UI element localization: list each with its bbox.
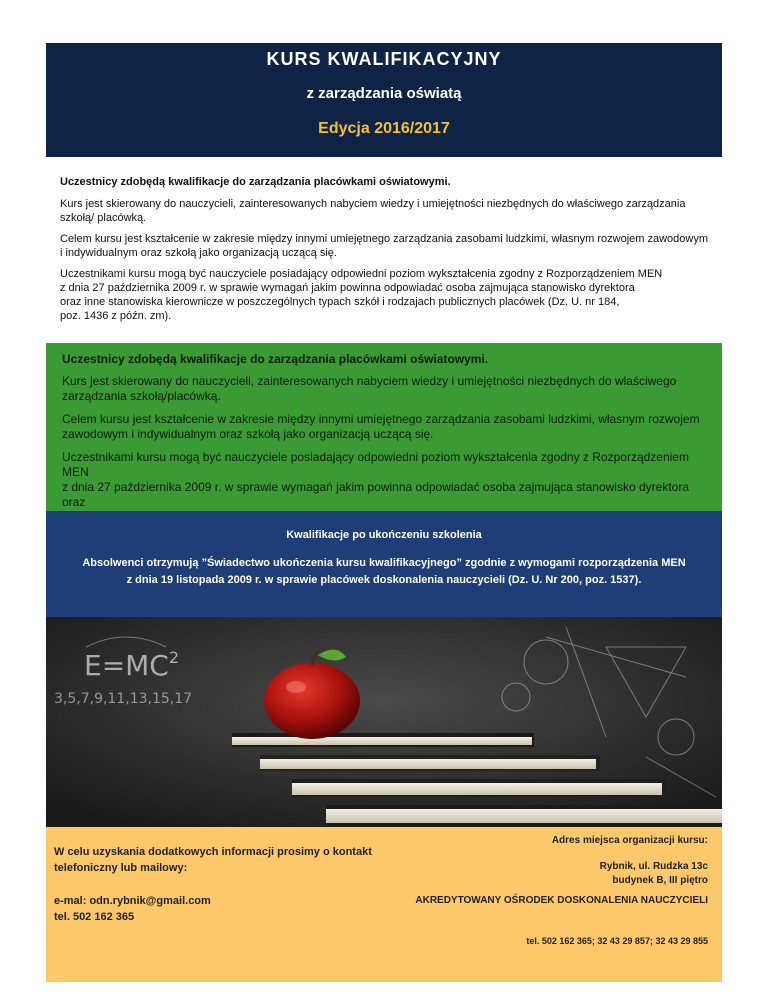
green-paragraph-1: Kurs jest skierowany do nauczycieli, zainteresowanych nabyciem wiedzy i umiejętności niezbędnych do właściwego zarządzania szkołą/placówką. [62,374,677,403]
qualifications-line-1: Absolwenci otrzymują ”Świadectwo ukończenia kursu kwalifikacyjnego” zgodnie z wymogami rozporządzenia MEN [82,557,686,569]
qualifications-section [46,511,722,617]
contact-footer [46,827,722,982]
course-subtitle: z zarządzania oświatą [306,85,462,102]
green-paragraph-3: Uczestnikami kursu mogą być nauczyciele posiadający odpowiedni poziom wykształcenia zgodny z Rozporządzeniem MEN z dnia 27 października 2009 r. w sprawie wymagań jakim powinna odpowiadać osoba zajmująca stanowisko dyrektora oraz [62,450,690,509]
contact-details [54,893,211,925]
phone-number: tel. 502 162 365 [54,911,135,923]
green-section [46,343,722,511]
email-link[interactable]: e-mal: odn.rybnik@gmail.com [54,895,211,907]
course-edition: Edycja 2016/2017 [318,120,450,137]
apple-books-photo [46,617,722,827]
header-banner [46,43,722,157]
qualifications-heading: Kwalifikacje po ukończeniu szkolenia [286,529,482,541]
course-title: KURS KWALIFIKACYJNY [266,49,502,69]
address-heading: Adres miejsca organizacji kursu: [551,835,708,846]
intro-paragraph-2: Celem kursu jest kształcenie w zakresie między innymi umiejętnego zarządzania zasobami ludzkimi, własnym rozwojem zawodowym i indywidualnym oraz szkołą jako organizacją uczącą się. [60,233,709,259]
qualifications-line-2: z dnia 19 listopada 2009 r. w sprawie placówek doskonalenia nauczycieli (Dz. U. Nr 200, poz. 1537). [126,574,642,586]
intro-section [46,175,722,335]
intro-lead: Uczestnicy zdobędą kwalifikacje do zarządzania placówkami oświatowymi. [60,176,451,188]
green-lead: Uczestnicy zdobędą kwalifikacje do zarządzania placówkami oświatowymi. [62,352,489,366]
chalk-formula: $E=MC^2$ [84,648,180,682]
address: Rybnik, ul. Rudzka 13c budynek B, III piętro [599,861,708,886]
contact-info: W celu uzyskania dodatkowych informacji prosimy o kontakt telefoniczny lub mailowy: [54,846,372,874]
chalk-numbers: 3,5,7,9,11,13,15,17 [54,691,193,707]
intro-paragraph-1: Kurs jest skierowany do nauczycieli, zainteresowanych nabyciem wiedzy i umiejętności niezbędnych do właściwego zarządzania szkołą/ placówką. [60,198,686,224]
accreditation: AKREDYTOWANY OŚRODEK DOSKONALENIA NAUCZYCIELI [415,895,708,906]
phone-numbers: tel. 502 162 365; 32 43 29 857; 32 43 29 855 [526,936,708,946]
green-paragraph-2: Celem kursu jest kształcenie w zakresie między innymi umiejętnego zarządzania zasobami ludzkimi, własnym rozwojem zawodowym i indywidualnym oraz szkołą jako organizacją uczącą się. [62,412,700,441]
intro-paragraph-3: Uczestnikami kursu mogą być nauczyciele posiadający odpowiedni poziom wykształcenia zgodny z Rozporządzeniem MEN z dnia 27 października 2009 r. w sprawie wymagań jakim powinna odpowiadać osoba zajmująca stanowisko dyrektora oraz inne stanowiska kierownicze w poszczególnych typach szkół i rodzajach publicznych placówek (Dz. U. nr 184, poz. 1436 z późn. zm). [60,268,663,322]
